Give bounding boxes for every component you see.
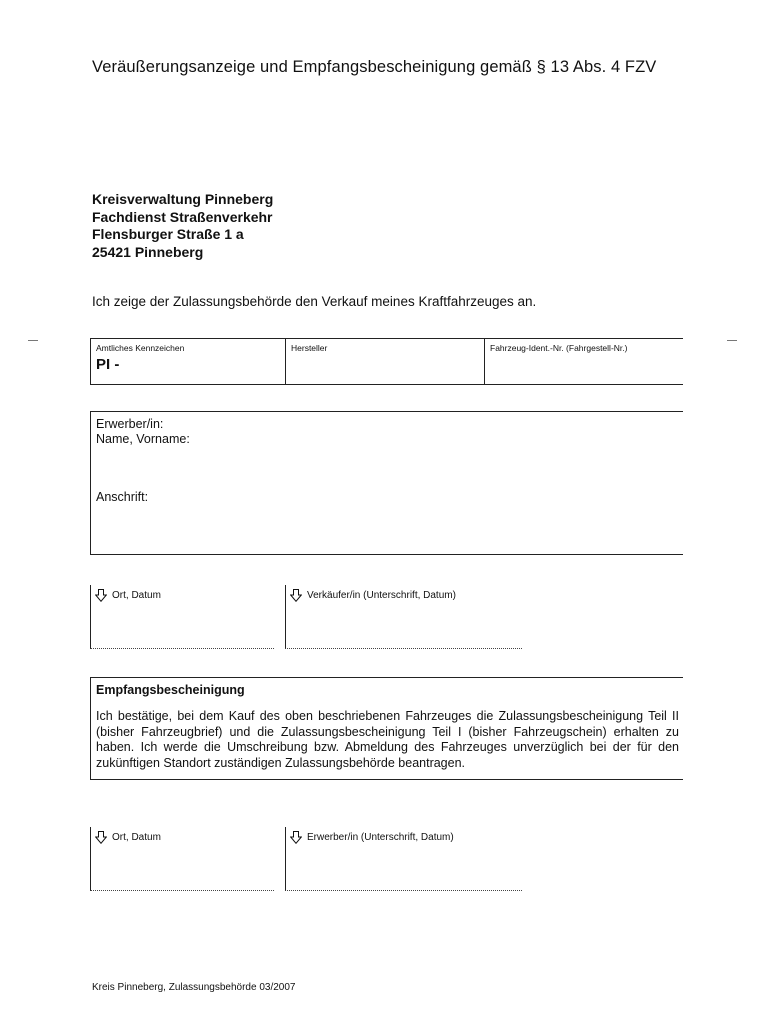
down-arrow-icon xyxy=(290,831,302,844)
buyer-address-label: Anschrift: xyxy=(96,490,149,504)
down-arrow-icon xyxy=(95,589,107,602)
vin-label: Fahrzeug-Ident.-Nr. (Fahrgestell-Nr.) xyxy=(490,343,628,353)
buyer-signature-field[interactable] xyxy=(285,827,522,891)
down-arrow-icon xyxy=(95,831,107,844)
intro-text: Ich zeige der Zulassungsbehörde den Verkauf meines Kraftfahrzeuges an. xyxy=(92,294,537,309)
buyer-place-date-field[interactable] xyxy=(90,827,274,891)
buyer-box[interactable] xyxy=(90,411,683,555)
plate-field[interactable] xyxy=(91,339,285,384)
buyer-heading: Erwerber/in: xyxy=(96,417,164,431)
seller-place-date-field[interactable] xyxy=(90,585,274,649)
manufacturer-label: Hersteller xyxy=(291,343,328,353)
manufacturer-field[interactable] xyxy=(285,339,484,384)
receipt-box xyxy=(90,677,683,780)
authority-street: Flensburger Straße 1 a xyxy=(92,226,244,242)
plate-label: Amtliches Kennzeichen xyxy=(96,343,185,353)
seller-place-date-label: Ort, Datum xyxy=(112,590,161,601)
authority-city: 25421 Pinneberg xyxy=(92,243,204,260)
buyer-name-label: Name, Vorname: xyxy=(96,432,190,446)
page-title: Veräußerungsanzeige und Empfangsbescheinigung gemäß § 13 Abs. 4 FZV xyxy=(92,58,657,76)
fold-mark-left xyxy=(28,340,38,341)
fold-mark-right xyxy=(727,340,737,341)
authority-name: Kreisverwaltung Pinneberg xyxy=(92,191,274,207)
authority-address xyxy=(92,191,273,261)
authority-department: Fachdienst Straßenverkehr xyxy=(92,208,273,225)
seller-signature-label: Verkäufer/in (Unterschrift, Datum) xyxy=(307,590,456,601)
buyer-place-date-label: Ort, Datum xyxy=(112,832,161,843)
receipt-text: Ich bestätige, bei dem Kauf des oben beschriebenen Fahrzeuges die Zulassungsbescheinigung Teil II (bisher Fahrzeugbrief) und die Zulassungsbescheinigung Teil I (bisher Fahrzeugschein) erhalten zu haben. Ich werde die Umschreibung bzw. Abmeldung des Fahrzeuges unverzüglich bei der für den zukünftigen Standort zuständigen Zulassungsbehörde beantragen. xyxy=(96,709,679,770)
seller-signature-field[interactable] xyxy=(285,585,522,649)
plate-value: PI - xyxy=(96,356,120,373)
vin-field[interactable] xyxy=(484,339,684,384)
buyer-signature-label: Erwerber/in (Unterschrift, Datum) xyxy=(307,832,454,843)
down-arrow-icon xyxy=(290,589,302,602)
receipt-heading: Empfangsbescheinigung xyxy=(96,683,245,697)
vehicle-table xyxy=(90,338,683,385)
footer-text: Kreis Pinneberg, Zulassungsbehörde 03/2007 xyxy=(92,982,296,993)
